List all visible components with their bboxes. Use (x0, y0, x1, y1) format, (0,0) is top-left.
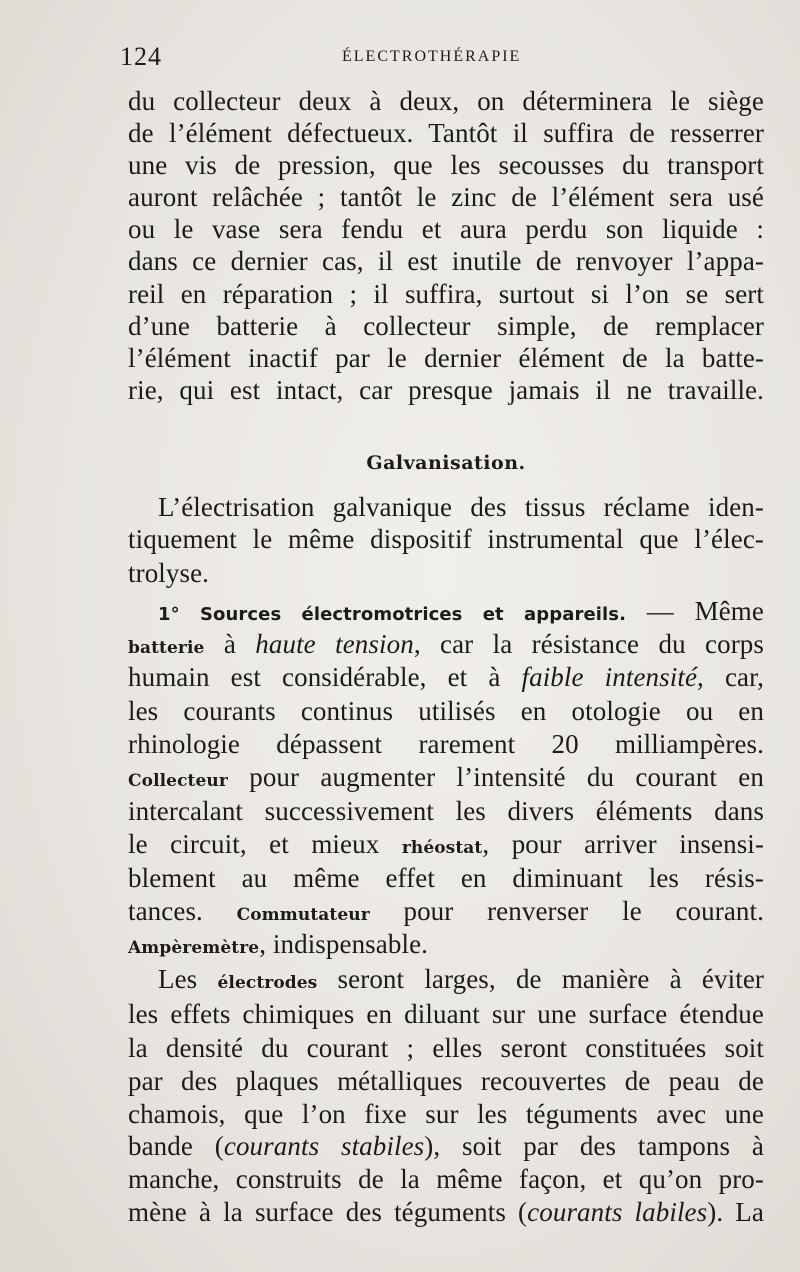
text-line (128, 927, 764, 961)
text-line: l’élément inactif par le dernier élément de la batte- (128, 343, 764, 373)
text-line: les effets chimiques en diluant sur une surface étendue (128, 999, 764, 1029)
text-line (128, 594, 764, 628)
text-line: la densité du courant ; elles seront constituées soit (128, 1033, 764, 1063)
term-commutateur: Commutateur (236, 905, 370, 925)
italic-term: haute tension (255, 629, 414, 659)
text-run: humain est considérable, et à (128, 662, 522, 692)
text-run: ). La (707, 1197, 764, 1227)
text-run: pour augmenter l’intensité du courant en (227, 762, 764, 792)
text-line: d’une batterie à collecteur simple, de remplacer (128, 311, 764, 341)
text-line (128, 1129, 764, 1163)
text-run: à (204, 629, 256, 659)
text-line: chamois, que l’on fixe sur les téguments avec une (128, 1099, 764, 1129)
text-run: tances. (128, 896, 237, 926)
text-line (128, 660, 764, 694)
text-line: intercalant successivement les divers éléments dans (128, 796, 764, 826)
text-run: , indispensable. (259, 929, 429, 959)
text-line: une vis de pression, que les secousses du transport (128, 150, 764, 180)
text-line: L’électrisation galvanique des tissus réclame iden- (158, 492, 764, 522)
italic-term: courants stabiles (223, 1131, 425, 1161)
running-title: ÉLECTROTHÉRAPIE (342, 48, 522, 65)
italic-term: courants labiles (527, 1197, 708, 1227)
text-run: , car, (697, 662, 764, 692)
text-run: — Même (626, 596, 764, 626)
text-line: par des plaques métalliques recouvertes de peau de (128, 1066, 764, 1096)
text-line (128, 627, 764, 661)
text-run: le circuit, et mieux (128, 829, 402, 859)
text-line: du collecteur deux à deux, on déterminera le siège (128, 86, 764, 116)
text-line: manche, construits de la même façon, et qu’on pro- (128, 1164, 764, 1194)
term-collecteur: Collecteur (128, 771, 228, 791)
text-line: ou le vase sera fendu et aura perdu son liquide : (128, 214, 764, 244)
text-line: dans ce dernier cas, il est inutile de renvoyer l’appa- (128, 246, 764, 276)
text-run: ), soit par des tampons à (424, 1131, 764, 1161)
text-line: rie, qui est intact, car presque jamais il ne travaille. (128, 375, 764, 405)
text-line: tiquement le même dispositif instrumental que l’élec- (128, 524, 764, 554)
term-rheostat: rhéostat (401, 838, 483, 858)
text-run: , car la résistance du corps (413, 629, 765, 659)
text-line: blement au même effet en diminuant les résis- (128, 863, 764, 893)
text-run: bande ( (128, 1131, 224, 1161)
text-line: trolyse. (128, 558, 210, 588)
text-line: reil en réparation ; il suffira, surtout si l’on se sert (128, 279, 764, 309)
text-line (128, 827, 764, 861)
text-run: Les (158, 964, 218, 994)
section-heading: Galvanisation. (366, 452, 526, 474)
text-run: seront larges, de manière à éviter (317, 964, 764, 994)
text-run: mène à la surface des téguments ( (128, 1197, 528, 1227)
text-line (128, 760, 764, 794)
text-line: de l’élément défectueux. Tantôt il suffira de resserrer (128, 118, 764, 148)
term-electrodes: électrodes (217, 973, 318, 993)
text-line: auront relâchée ; tantôt le zinc de l’élément sera usé (128, 182, 764, 212)
term-amperemetre: Ampèremètre (128, 938, 260, 958)
text-line: les courants continus utilisés en otologie ou en (128, 696, 764, 726)
text-run: , pour arriver insensi- (482, 829, 764, 859)
text-line (128, 894, 764, 928)
page-number: 124 (120, 42, 162, 71)
text-line (128, 1195, 764, 1229)
running-head (120, 40, 760, 76)
term-batterie: batterie (128, 638, 205, 658)
subsection-title: 1° Sources électromotrices et appareils. (158, 604, 627, 625)
text-line: rhinologie dépassent rarement 20 milliampères. (128, 729, 764, 759)
text-run: pour renverser le courant. (369, 896, 764, 926)
italic-term: faible intensité (521, 662, 698, 692)
text-line (128, 962, 764, 996)
